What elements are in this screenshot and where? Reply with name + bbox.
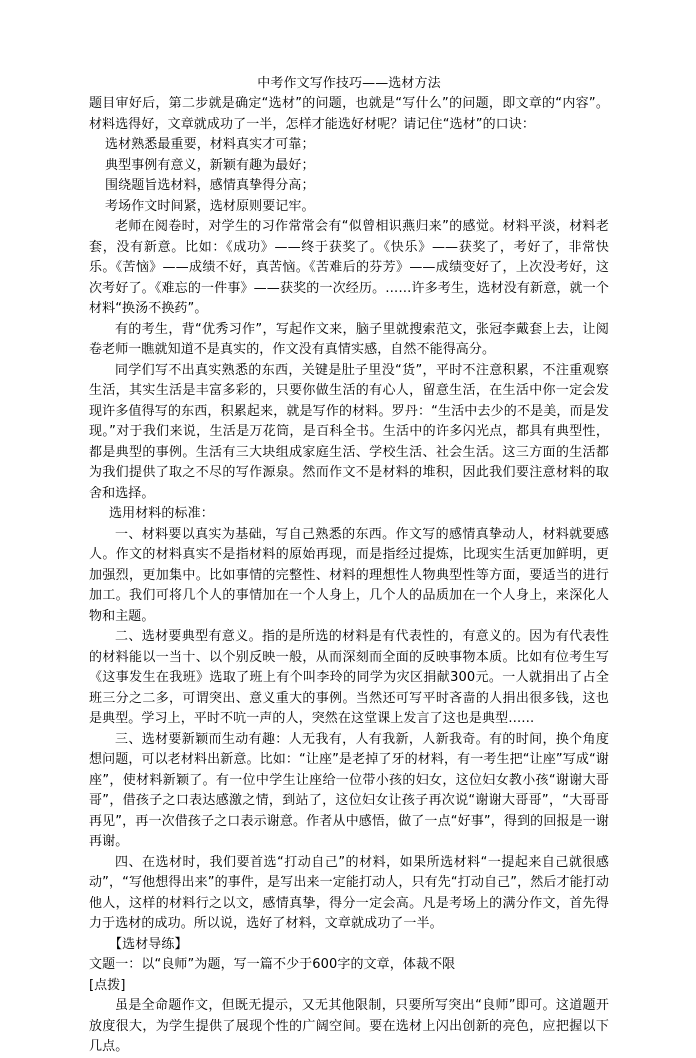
rhyme-line-4: 考场作文时间紧，选材原则要记牢。: [105, 198, 315, 214]
rhyme-line-1: 选材熟悉最重要，材料真实才可靠；: [105, 137, 315, 152]
teacher-grading-paragraph: 老师在阅卷时，对学生的习作常常会有“似曾相识燕归来”的感觉。材料平淡，材料老套，没有新意。比如：《成功》——终于获奖了。《快乐》——获奖了，考好了，非常快乐。《苦恼》——成绩不好，真苦恼。《苦难后的芬芳》——成绩变好了，上次没考好，这次考好了。《难忘的一件事》——获奖的一次经历。……许多考生，选材没有新意，就一个材料“换汤不换药”。: [89, 219, 609, 316]
practice-heading: 【选材导练】: [109, 936, 188, 952]
tips-paragraph: 虽是全命题作文，但既无提示，又无其他限制，只要所写突出“良师”即可。这道题开放度很大，为学生提供了展现个性的广阔空间。要在选材上闪出创新的亮色，应把握以下几点。: [89, 998, 609, 1054]
tips-label: [点拨]: [89, 977, 126, 993]
practice-topic-1: 文题一：以“良师”为题，写一篇不少于600字的文章，体裁不限: [89, 957, 456, 972]
criterion-3: 三、选材要新颖而生动有趣：人无我有，人有我新，人新我奇。有的时间，换个角度想问题，可以老材料出新意。比如：“让座”是老掉了牙的材料，有一考生把“让座”写成“谢座”，使材料新颖了。有一位中学生让座给一位带小孩的妇女，这位妇女教小孩“谢谢大哥哥”，借孩子之口表达感激之情，到站了，这位妇女让孩子再次说“谢谢大哥哥”，“大哥哥再见”，再一次借孩子之口表示谢意。作者从中感悟，做了一点“好事”，得到的回报是一谢再谢。: [89, 731, 609, 849]
rhyme-line-3: 围绕题旨选材料，感情真挚得分高；: [105, 178, 315, 193]
intro-paragraph: 题目审好后，第二步就是确定“选材”的问题，也就是“写什么”的问题，即文章的“内容”。材料选得好，文章就成功了一半，怎样才能选好材呢？请记住“选材”的口诀：: [89, 96, 609, 132]
document-title: 中考作文写作技巧——选材方法: [257, 76, 441, 91]
memorize-paragraph: 有的考生，背“优秀习作”，写起作文来，脑子里就搜索范文，张冠李戴套上去，让阅卷老师一瞧就知道不是真实的，作文没有真情实感，自然不能得高分。: [89, 321, 609, 357]
rhyme-line-2: 典型事例有意义，新颖有趣为最好；: [105, 157, 315, 173]
life-source-paragraph: 同学们写不出真实熟悉的东西，关键是肚子里没“货”，平时不注意积累，不注重观察生活，其实生活是丰富多彩的，只要你做生活的有心人，留意生活，在生活中你一定会发现许多值得写的东西，积累起来，就是写作的材料。罗丹：“生活中去少的不是美，而是发现。”对于我们来说，生活是万花筒，是百科全书。生活中的许多闪光点，都具有典型性，都是典型的事例。生活有三大块组成家庭生活、学校生活、社会生活。这三方面的生活都为我们提供了取之不尽的写作源泉。然而作文不是材料的堆积，因此我们要注意材料的取舍和选择。: [89, 362, 609, 501]
criterion-4: 四、在选材时，我们要首选“打动自己”的材料，如果所选材料“一提起来自己就很感动”，“写他想得出来”的事件，是写出来一定能打动人，只有先“打动自己”，然后才能打动他人，这样的材料行之以文，感情真挚，得分一定会高。凡是考场上的满分作文，首先得力于选材的成功。所以说，选好了材料，文章就成功了一半。: [89, 854, 609, 931]
criterion-1: 一、材料要以真实为基础，写自己熟悉的东西。作文写的感情真挚动人，材料就要感人。作文的材料真实不是指材料的原始再现，而是指经过提炼，比现实生活更加鲜明，更加强烈，更加集中。比如事情的完整性、材料的理想性人物典型性等方面，要适当的进行加工。我们可将几个人的事情加在一个人身上，几个人的品质加在一个人身上，来深化人物和主题。: [89, 526, 609, 624]
document-page: [89, 74, 609, 1058]
criteria-heading: 选用材料的标准：: [109, 506, 214, 521]
criterion-2: 二、选材要典型有意义。指的是所选的材料是有代表性的，有意义的。因为有代表性的材料能以一当十、以个别反映一般，从而深刻而全面的反映事物本质。比如有位考生写《这事发生在我班》选取了班上有个叫李玲的同学为灾区捐献300元。一人就捐出了占全班三分之二多，可谓突出、意义重大的事例。当然还可写平时吝啬的人捐出很多钱，这也是典型。学习上，平时不吭一声的人，突然在这堂课上发言了这也是典型……: [89, 629, 609, 726]
